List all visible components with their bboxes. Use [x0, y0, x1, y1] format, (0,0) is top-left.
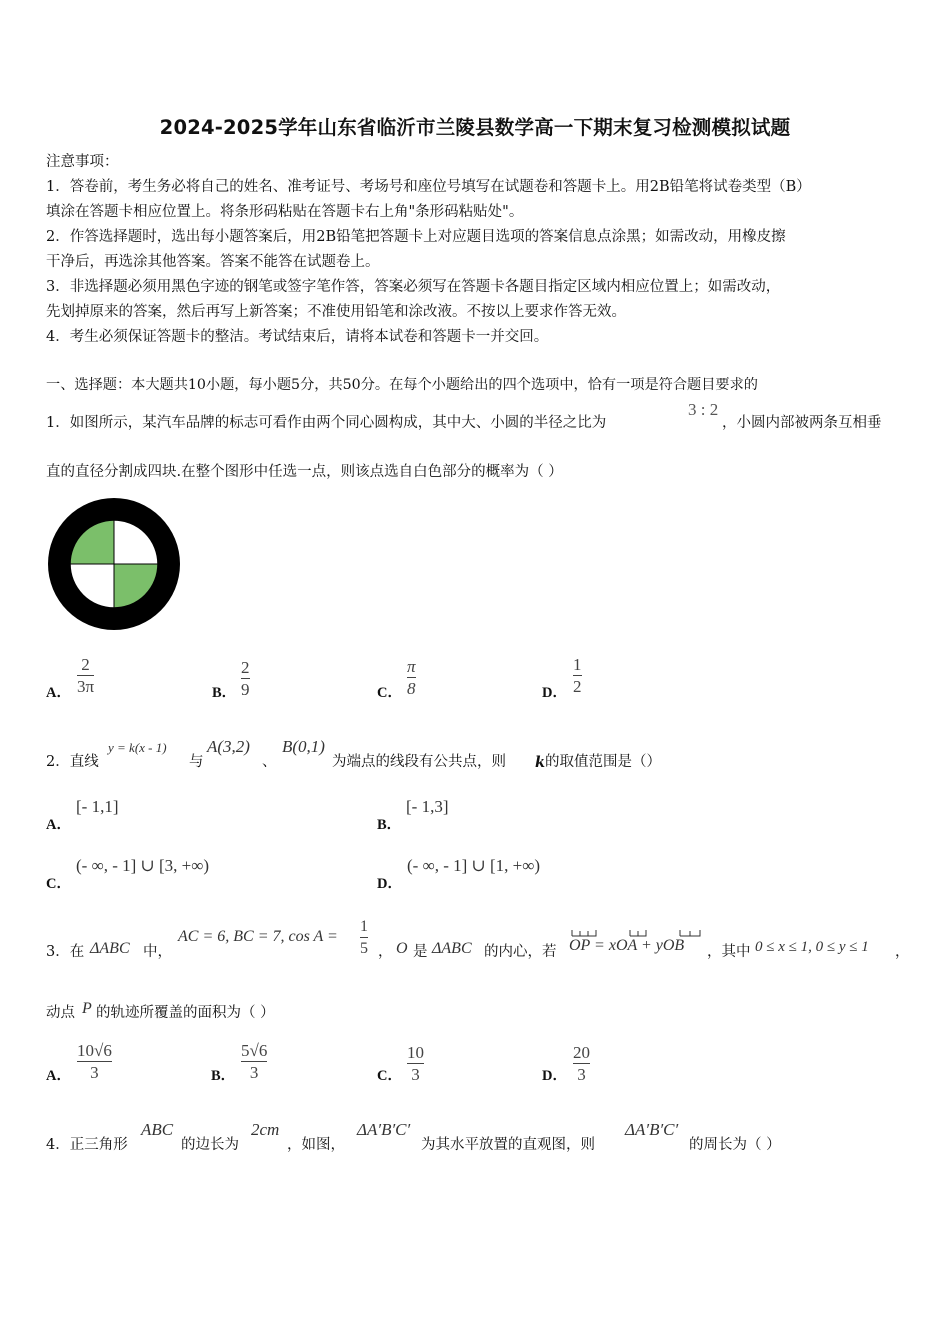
q4-length: 2cm: [251, 1120, 280, 1139]
notice-line: 先划掉原来的答案，然后再写上新答案；不准使用铅笔和涂改液。不按以上要求作答无效。: [46, 304, 626, 320]
q2-option-label: B．: [377, 817, 402, 833]
q2-option-label: D．: [377, 876, 402, 892]
q2-option-label: A．: [46, 817, 71, 833]
q1-text: 直的直径分割成四块.在整个图形中任选一点，则该点选自白色部分的概率为（ ）: [46, 464, 563, 480]
q2-option-a[interactable]: [- 1,1]: [76, 797, 119, 816]
q1-option-d[interactable]: 1 2: [573, 655, 582, 696]
q2-text: 的取值范围是（）: [545, 754, 661, 770]
q1-option-label: C．: [377, 685, 402, 701]
q1-option-label: D．: [542, 685, 567, 701]
q3-o: O: [396, 940, 408, 957]
notice-line: 2．作答选择题时，选出每小题答案后，用2B铅笔把答题卡上对应题目选项的答案信息点涂黑；如需改动，用橡皮擦: [46, 229, 786, 245]
q3-option-b[interactable]: 5√6 3: [241, 1041, 268, 1082]
q3-option-a[interactable]: 10√6 3: [77, 1041, 112, 1082]
q4-text: 的边长为: [181, 1137, 239, 1153]
q4-text: ，如图，: [287, 1137, 345, 1153]
q3-vector-arrows: [570, 928, 710, 938]
q3-option-label: B．: [211, 1068, 236, 1084]
q3-cos-fraction: 1 5: [360, 918, 368, 957]
notice-line: 填涂在答题卡相应位置上。将条形码粘贴在答题卡右上角"条形码粘贴处"。: [46, 204, 524, 220]
q4-text: 的周长为（ ）: [689, 1137, 781, 1153]
q3-range: 0 ≤ x ≤ 1, 0 ≤ y ≤ 1: [755, 939, 869, 955]
q2-line-eq: y = k(x - 1): [108, 740, 167, 755]
q3-p: P: [82, 1000, 92, 1017]
q3-option-c[interactable]: 10 3: [407, 1043, 424, 1084]
q3-condition: AC = 6, BC = 7, cos A =: [178, 928, 338, 945]
q2-text: 、: [262, 754, 277, 770]
q2-option-label: C．: [46, 876, 71, 892]
q3-triangle: ΔABC: [432, 940, 472, 957]
q3-triangle: ΔABC: [90, 940, 130, 957]
notice-line: 干净后，再选涂其他答案。答案不能答在试题卷上。: [46, 254, 380, 270]
q1-text: 1．如图所示，某汽车品牌的标志可看作由两个同心圆构成，其中大、小圆的半径之比为: [46, 415, 607, 431]
q2-option-c[interactable]: (- ∞, - 1] ∪ [3, +∞): [76, 856, 210, 875]
q1-option-b[interactable]: 2 9: [241, 658, 250, 699]
q3-text: 是: [413, 944, 428, 960]
q4-number: 4．正三角形: [46, 1137, 128, 1153]
q3-text: ，其中: [707, 944, 751, 960]
q1-option-label: B．: [212, 685, 237, 701]
q2-point-a: A(3,2): [207, 737, 250, 756]
q3-text: 的轨迹所覆盖的面积为（ ）: [96, 1005, 275, 1021]
q3-option-label: C．: [377, 1068, 402, 1084]
q2-option-d[interactable]: (- ∞, - 1] ∪ [1, +∞): [407, 856, 541, 875]
q1-ratio: 3 : 2: [688, 400, 719, 419]
q4-text: 为其水平放置的直观图，则: [421, 1137, 595, 1153]
q3-text: ，: [895, 944, 910, 960]
q3-text: 的内心，若: [484, 944, 557, 960]
q1-option-c[interactable]: π 8: [407, 657, 416, 698]
q3-text: 中，: [143, 944, 172, 960]
q4-triangle: ΔA′B′C′: [625, 1120, 679, 1139]
q4-abc: ABC: [141, 1120, 174, 1139]
q2-text: 为端点的线段有公共点，则: [332, 754, 506, 770]
page-title: 2024-2025学年山东省临沂市兰陵县数学高一下期末复习检测模拟试题: [159, 116, 791, 139]
q2-option-b[interactable]: [- 1,3]: [406, 797, 449, 816]
q3-vector-eq: OP = xOA + yOB: [569, 937, 685, 954]
notice-line: 1．答卷前，考生务必将自己的姓名、准考证号、考场号和座位号填写在试题卷和答题卡上。用2B铅笔将试卷类型（B）: [46, 179, 811, 195]
q3-text: 动点: [46, 1005, 75, 1021]
car-logo-figure: [47, 497, 181, 631]
notice-line: 3．非选择题必须用黑色字迹的钢笔或签字笔作答，答案必须写在答题卡各题目指定区域内相应位置上；如需改动，: [46, 279, 781, 295]
notice-heading: 注意事项：: [46, 154, 119, 170]
q3-option-label: D．: [542, 1068, 567, 1084]
q2-point-b: B(0,1): [282, 737, 325, 756]
q1-text: ，小圆内部被两条互相垂: [722, 415, 882, 431]
q2-text: 与: [189, 754, 204, 770]
q3-option-label: A．: [46, 1068, 71, 1084]
q3-text: ，: [378, 944, 393, 960]
notice-line: 4．考生必须保证答题卡的整洁。考试结束后，请将本试卷和答题卡一并交回。: [46, 329, 549, 345]
q3-number: 3．在: [46, 944, 85, 960]
q2-number: 2．直线: [46, 754, 99, 770]
q1-option-a[interactable]: 2 3π: [77, 655, 95, 696]
q3-option-d[interactable]: 20 3: [573, 1043, 590, 1084]
section-heading: 一、选择题：本大题共10小题，每小题5分，共50分。在每个小题给出的四个选项中，恰有一项是符合题目要求的: [46, 377, 758, 393]
q1-option-label: A．: [46, 685, 71, 701]
q4-triangle: ΔA′B′C′: [357, 1120, 411, 1139]
q2-k: k: [535, 754, 546, 771]
